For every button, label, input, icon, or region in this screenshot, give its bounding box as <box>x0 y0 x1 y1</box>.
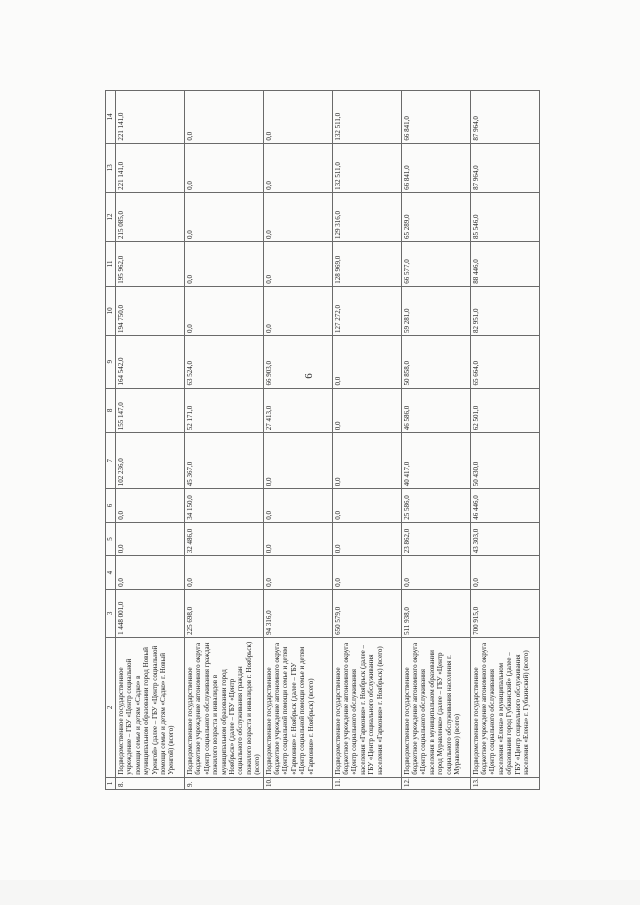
header-cell: 13 <box>106 143 116 192</box>
value-cell: 195 962,0 <box>116 242 185 287</box>
header-cell: 6 <box>106 489 116 523</box>
value-cell: 215 085,0 <box>116 192 185 241</box>
header-cell: 4 <box>106 556 116 590</box>
institution-name-cell: Подведомственное государственное бюджетное учреждение автономного округа «Центр социального обслуживания граждан пожилого возраста и инвалидов в муниципальном образовании город Ноябрьск» (далее – ГБУ «Центр социального обслуживания граждан пожилого возраста и инвалидов г. Ноябрьск) (всего) <box>185 637 264 777</box>
value-cell: 511 938,0 <box>401 589 470 637</box>
value-cell: 94 316,0 <box>263 589 332 637</box>
value-cell: 87 964,0 <box>470 91 539 144</box>
institution-name-cell: Подведомственное государственное бюджетное учреждение автономного округа «Центр социального обслуживания населения «Елена» в муниципальном образовании город Губкинский» (далее – ГБУ «Центр социального обслуживания населения «Елена» г. Губкинский) (всего) <box>470 637 539 777</box>
value-cell: 0,0 <box>470 556 539 590</box>
value-cell: 0,0 <box>185 143 264 192</box>
value-cell: 43 303,0 <box>470 522 539 556</box>
value-cell: 0,0 <box>263 143 332 192</box>
institution-name-cell: Подведомственное государственное бюджетное учреждение автономного округа «Центр социального обслуживания населения в муниципальном образовании город Муравленко» (далее – ГБУ «Центр социального обслуживания населения г. Муравленко) (всего) <box>401 637 470 777</box>
value-cell: 66 841,0 <box>401 91 470 144</box>
value-cell: 0,0 <box>332 388 401 433</box>
value-cell: 0,0 <box>185 556 264 590</box>
value-cell: 65 664,0 <box>470 335 539 388</box>
value-cell: 128 969,0 <box>332 242 401 287</box>
page-number: 6 <box>303 373 315 379</box>
value-cell: 132 511,0 <box>332 143 401 192</box>
row-number-cell: 11. <box>332 777 401 789</box>
value-cell: 0,0 <box>401 556 470 590</box>
value-cell: 102 236,0 <box>116 433 185 489</box>
budget-table <box>105 90 540 790</box>
value-cell: 0,0 <box>116 489 185 523</box>
value-cell: 88 446,0 <box>470 242 539 287</box>
value-cell: 27 413,0 <box>263 388 332 433</box>
value-cell: 0,0 <box>116 556 185 590</box>
value-cell: 132 511,0 <box>332 91 401 144</box>
value-cell: 0,0 <box>263 242 332 287</box>
rotated-table-wrapper <box>105 90 575 790</box>
header-cell: 9 <box>106 335 116 388</box>
value-cell: 50 858,0 <box>401 335 470 388</box>
value-cell: 225 698,0 <box>185 589 264 637</box>
table-row <box>116 91 185 790</box>
value-cell: 0,0 <box>332 335 401 388</box>
value-cell: 46 586,0 <box>401 388 470 433</box>
value-cell: 0,0 <box>332 489 401 523</box>
value-cell: 0,0 <box>185 91 264 144</box>
value-cell: 700 915,0 <box>470 589 539 637</box>
header-cell: 11 <box>106 242 116 287</box>
table-row <box>470 91 539 790</box>
row-number-cell: 8. <box>116 777 185 789</box>
value-cell: 45 367,0 <box>185 433 264 489</box>
value-cell: 650 579,0 <box>332 589 401 637</box>
header-cell: 5 <box>106 522 116 556</box>
value-cell: 59 281,0 <box>401 286 470 335</box>
value-cell: 0,0 <box>332 556 401 590</box>
value-cell: 23 862,0 <box>401 522 470 556</box>
table-row <box>185 91 264 790</box>
value-cell: 0,0 <box>185 192 264 241</box>
value-cell: 62 501,0 <box>470 388 539 433</box>
row-number-cell: 12. <box>401 777 470 789</box>
value-cell: 164 542,0 <box>116 335 185 388</box>
institution-name-cell: Подведомственное государственное бюджетное учреждение автономного округа «Центр социального обслуживания населения «Гармония» г. Ноябрьск (далее – ГБУ «Центр социального обслуживания населения «Гармония» г. Ноябрьск) (всего) <box>332 637 401 777</box>
value-cell: 1 448 001,0 <box>116 589 185 637</box>
header-cell: 12 <box>106 192 116 241</box>
value-cell: 25 586,0 <box>401 489 470 523</box>
table-row <box>263 91 332 790</box>
header-cell: 7 <box>106 433 116 489</box>
page-bottom-margin <box>0 880 640 905</box>
value-cell: 46 446,0 <box>470 489 539 523</box>
value-cell: 40 417,0 <box>401 433 470 489</box>
value-cell: 0,0 <box>263 522 332 556</box>
value-cell: 0,0 <box>263 91 332 144</box>
value-cell: 66 903,0 <box>263 335 332 388</box>
value-cell: 87 964,0 <box>470 143 539 192</box>
header-cell: 14 <box>106 91 116 144</box>
value-cell: 0,0 <box>185 286 264 335</box>
value-cell: 221 141,0 <box>116 143 185 192</box>
header-cell: 3 <box>106 589 116 637</box>
table-row <box>401 91 470 790</box>
value-cell: 66 577,0 <box>401 242 470 287</box>
header-cell: 8 <box>106 388 116 433</box>
value-cell: 85 546,0 <box>470 192 539 241</box>
value-cell: 65 289,0 <box>401 192 470 241</box>
table-header-row <box>106 91 116 790</box>
value-cell: 82 951,0 <box>470 286 539 335</box>
table-row <box>332 91 401 790</box>
value-cell: 66 841,0 <box>401 143 470 192</box>
header-cell: 10 <box>106 286 116 335</box>
value-cell: 221 141,0 <box>116 91 185 144</box>
header-cell: 1 <box>106 777 116 789</box>
header-cell: 2 <box>106 637 116 777</box>
value-cell: 50 430,0 <box>470 433 539 489</box>
value-cell: 0,0 <box>263 489 332 523</box>
row-number-cell: 9. <box>185 777 264 789</box>
value-cell: 0,0 <box>263 433 332 489</box>
value-cell: 52 171,0 <box>185 388 264 433</box>
value-cell: 32 486,0 <box>185 522 264 556</box>
row-number-cell: 10. <box>263 777 332 789</box>
value-cell: 0,0 <box>332 433 401 489</box>
value-cell: 0,0 <box>116 522 185 556</box>
institution-name-cell: Подведомственное государственное бюджетное учреждение автономного округа «Центр социальной помощи семье и детям «Гармония» г. Ноябрьск (далее – ГБУ «Центр социальной помощи семье и детям «Гармония» г. Ноябрьск) (всего) <box>263 637 332 777</box>
value-cell: 0,0 <box>263 286 332 335</box>
value-cell: 0,0 <box>185 242 264 287</box>
row-number-cell: 13. <box>470 777 539 789</box>
value-cell: 0,0 <box>332 522 401 556</box>
value-cell: 127 272,0 <box>332 286 401 335</box>
value-cell: 63 524,0 <box>185 335 264 388</box>
value-cell: 155 147,0 <box>116 388 185 433</box>
institution-name-cell: Подведомственное государственное учреждение – ГБУ «Центр социальной помощи семье и детям «Садко» в муниципальном образовании город Новый Уренгой» (далее – ГБУ «Центр социальной помощи семье и детям «Садко» г. Новый Уренгой) (всего) <box>116 637 185 777</box>
value-cell: 194 750,0 <box>116 286 185 335</box>
value-cell: 129 316,0 <box>332 192 401 241</box>
value-cell: 0,0 <box>263 192 332 241</box>
value-cell: 34 150,0 <box>185 489 264 523</box>
value-cell: 0,0 <box>263 556 332 590</box>
